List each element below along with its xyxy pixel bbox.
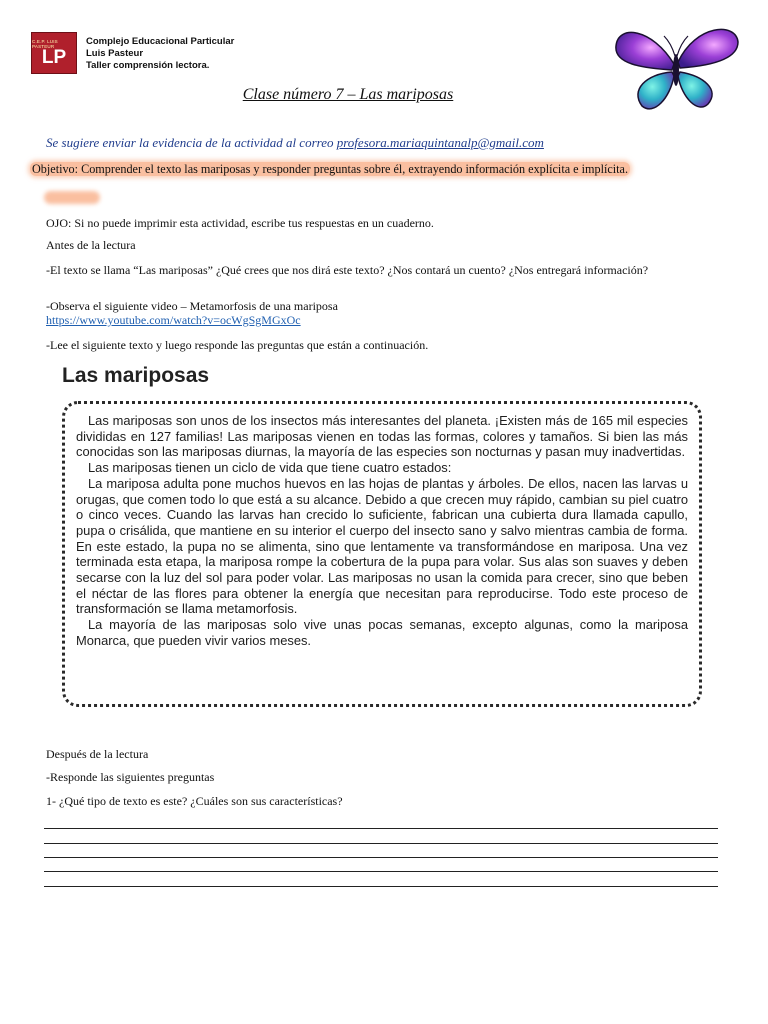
- school-line-2: Luis Pasteur: [86, 48, 144, 59]
- video-label: -Observa el siguiente video – Metamorfosis de una mariposa: [46, 299, 338, 313]
- reading-text: [76, 413, 688, 649]
- answer-prompt: -Responde las siguientes preguntas: [46, 770, 215, 784]
- logo-initials: LP: [41, 47, 67, 68]
- highlight-smudge: [44, 191, 100, 204]
- answer-line[interactable]: [44, 828, 718, 829]
- reading-paragraph: Las mariposas son unos de los insectos más interesantes del planeta. ¡Existen más de 165 mil especies divididas en 127 familias! Las mariposas vienen en todas las formas, colores y tamaños. Si bien las más conocidas son las mariposas diurnas, la mayoría de las especies son nocturnas y pasan muy inadvertidas.: [76, 413, 688, 460]
- intro-question: -El texto se llama “Las mariposas” ¿Qué crees que nos dirá este texto? ¿Nos contará un cuento? ¿Nos entregará información?: [46, 263, 649, 277]
- reading-title: Las mariposas: [62, 364, 210, 387]
- answer-line[interactable]: [44, 843, 718, 844]
- reading-paragraph: La mariposa adulta pone muchos huevos en las hojas de plantas y árboles. De ellos, nacen las larvas u orugas, que comen todo lo que está a su alcance. Debido a que crecen muy rápido, cambian su piel cuatro o cinco veces. Cuando las larvas han crecido lo suficiente, fabrican una cubierta dura llamada capullo, pupa o crisálida, que mantiene en su interior el cuerpo del insecto sano y salvo mientras cambia de forma. En este estado, la pupa no se alimenta, sino que lentamente va transformándose en mariposa. Una vez terminada esta etapa, la mariposa rompe la cobertura de la pupa para volar. Sus alas son suaves y deben secarse con la luz del sol para poder volar. Las mariposas no usan la comida para crecer, sino que beben el néctar de las flores para obtener la energía que necesitan para reproducirse. Todo este proceso de transformación se llama metamorfosis.: [76, 475, 688, 617]
- reading-paragraph: Las mariposas tienen un ciclo de vida que tiene cuatro estados:: [88, 460, 452, 476]
- objective-text: Objetivo: Comprender el texto las mariposas y responder preguntas sobre él, extrayendo información explícita e implícita.: [32, 162, 628, 176]
- logo-top-text: C.E.P. LUIS PASTEUR: [32, 39, 58, 49]
- school-line-3: Taller comprensión lectora.: [86, 60, 210, 71]
- school-line-1: Complejo Educacional Particular: [86, 36, 235, 47]
- video-instruction: [46, 299, 726, 327]
- answer-line[interactable]: [44, 871, 718, 872]
- answer-line[interactable]: [44, 857, 718, 858]
- school-name-block: [86, 36, 234, 72]
- answer-line[interactable]: [44, 886, 718, 887]
- ojo-note: OJO: Si no puede imprimir esta actividad, escribe tus respuestas en un cuaderno.: [46, 216, 434, 230]
- read-instruction: -Lee el siguiente texto y luego responde las preguntas que están a continuación.: [46, 338, 429, 352]
- video-link[interactable]: https://www.youtube.com/watch?v=ocWgSgMGxOc: [46, 313, 301, 327]
- email-link[interactable]: profesora.mariaquintanalp@gmail.com: [336, 135, 544, 150]
- school-logo: [31, 32, 77, 74]
- before-reading-heading: Antes de la lectura: [46, 238, 136, 252]
- email-note-text: Se sugiere enviar la evidencia de la actividad al correo: [46, 135, 337, 150]
- reading-paragraph: La mayoría de las mariposas solo vive unas pocas semanas, excepto algunas, como la mariposa Monarca, que pueden vivir varios meses.: [76, 617, 688, 648]
- email-note: [46, 135, 544, 151]
- objective: [30, 162, 768, 177]
- page-title: Clase número 7 – Las mariposas: [242, 86, 454, 103]
- question-1: 1- ¿Qué tipo de texto es este? ¿Cuáles son sus características?: [46, 794, 343, 808]
- after-reading-heading: Después de la lectura: [46, 747, 149, 761]
